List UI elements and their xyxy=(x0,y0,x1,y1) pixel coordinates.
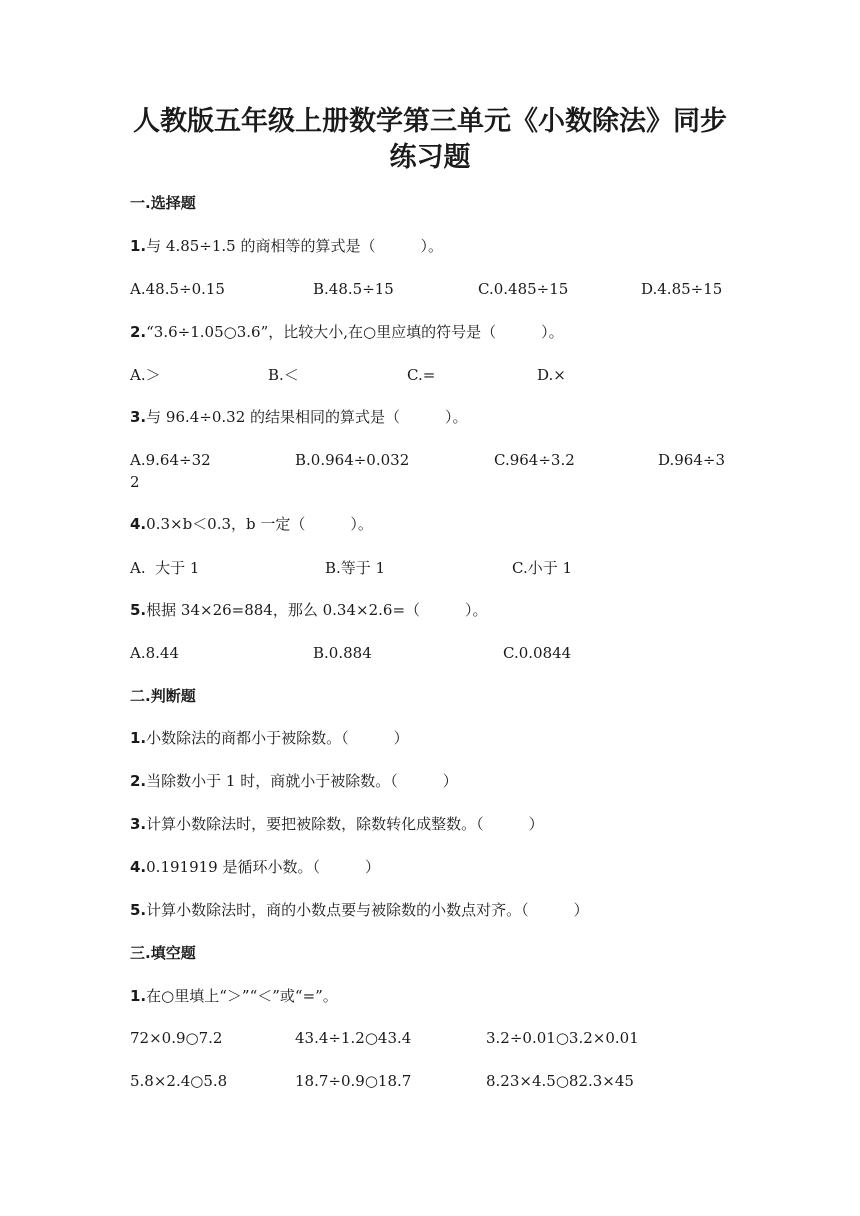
question-text: 在○里填上“＞”“＜”或“=”。 xyxy=(146,987,338,1005)
question-number: 3. xyxy=(130,408,147,426)
page-title-line1: 人教版五年级上册数学第三单元《小数除法》同步 xyxy=(133,106,727,137)
option-d: D.4.85÷15 xyxy=(641,280,723,298)
section-heading-judge: 二.判断题 xyxy=(130,687,196,705)
option-c: C.0.485÷15 xyxy=(478,280,569,298)
question xyxy=(130,900,589,920)
question-number: 2. xyxy=(130,772,147,790)
comparison-item: 43.4÷1.2○43.4 xyxy=(295,1029,412,1047)
option-c: C.小于 1 xyxy=(512,559,573,577)
question xyxy=(130,814,544,834)
question xyxy=(130,728,409,748)
option-b: B.＜ xyxy=(268,366,299,384)
option-c: C.964÷3.2 xyxy=(494,451,575,469)
option-d: D.964÷3 xyxy=(658,451,726,469)
question-text: 与 4.85÷1.5 的商相等的算式是（ ）。 xyxy=(146,237,444,255)
question-text: 计算小数除法时，商的小数点要与被除数的小数点对齐。（ ） xyxy=(146,901,589,919)
question-text: 小数除法的商都小于被除数。（ ） xyxy=(146,729,409,747)
question-number: 4. xyxy=(130,515,147,533)
question-number: 3. xyxy=(130,815,147,833)
option-a: A.48.5÷0.15 xyxy=(130,280,225,298)
section-heading-fill: 三.填空题 xyxy=(130,944,196,962)
comparison-item: 5.8×2.4○5.8 xyxy=(130,1072,228,1090)
question xyxy=(130,236,443,256)
question xyxy=(130,322,564,342)
option-a: A.8.44 xyxy=(130,644,179,662)
page-title-line2: 练习题 xyxy=(389,142,471,173)
question xyxy=(130,986,338,1006)
question-text: 根据 34×26=884，那么 0.34×2.6=（ ）。 xyxy=(146,601,488,619)
option-b: B.等于 1 xyxy=(325,559,386,577)
question xyxy=(130,857,380,877)
question-text: 当除数小于 1 时，商就小于被除数。（ ） xyxy=(146,772,458,790)
question-number: 5. xyxy=(130,901,147,919)
comparison-item: 8.23×4.5○82.3×45 xyxy=(486,1072,634,1090)
option-a: A.＞ xyxy=(130,366,161,384)
option-c: C.= xyxy=(407,366,436,384)
question-number: 2. xyxy=(130,323,147,341)
option-d: D.× xyxy=(537,366,566,384)
question xyxy=(130,771,458,791)
question-text: “3.6÷1.05○3.6”，比较大小,在○里应填的符号是（ ）。 xyxy=(146,323,564,341)
question xyxy=(130,600,488,620)
question xyxy=(130,407,468,427)
option-d-wrap: 2 xyxy=(130,473,140,491)
option-b: B.0.964÷0.032 xyxy=(295,451,410,469)
option-c: C.0.0844 xyxy=(503,644,572,662)
option-a: A. 大于 1 xyxy=(130,559,200,577)
question-number: 4. xyxy=(130,858,147,876)
option-b: B.48.5÷15 xyxy=(313,280,394,298)
comparison-item: 72×0.9○7.2 xyxy=(130,1029,223,1047)
question-number: 5. xyxy=(130,601,147,619)
question-text: 与 96.4÷0.32 的结果相同的算式是（ ）。 xyxy=(146,408,468,426)
question-number: 1. xyxy=(130,237,147,255)
question-number: 1. xyxy=(130,987,147,1005)
option-b: B.0.884 xyxy=(313,644,372,662)
question xyxy=(130,514,373,534)
question-text: 0.191919 是循环小数。（ ） xyxy=(146,858,380,876)
option-a: A.9.64÷32 xyxy=(130,451,211,469)
section-heading-choice: 一.选择题 xyxy=(130,194,196,212)
question-number: 1. xyxy=(130,729,147,747)
comparison-item: 3.2÷0.01○3.2×0.01 xyxy=(486,1029,639,1047)
question-text: 0.3×b＜0.3，b 一定（ ）。 xyxy=(146,515,373,533)
comparison-item: 18.7÷0.9○18.7 xyxy=(295,1072,412,1090)
question-text: 计算小数除法时，要把被除数，除数转化成整数。（ ） xyxy=(146,815,544,833)
